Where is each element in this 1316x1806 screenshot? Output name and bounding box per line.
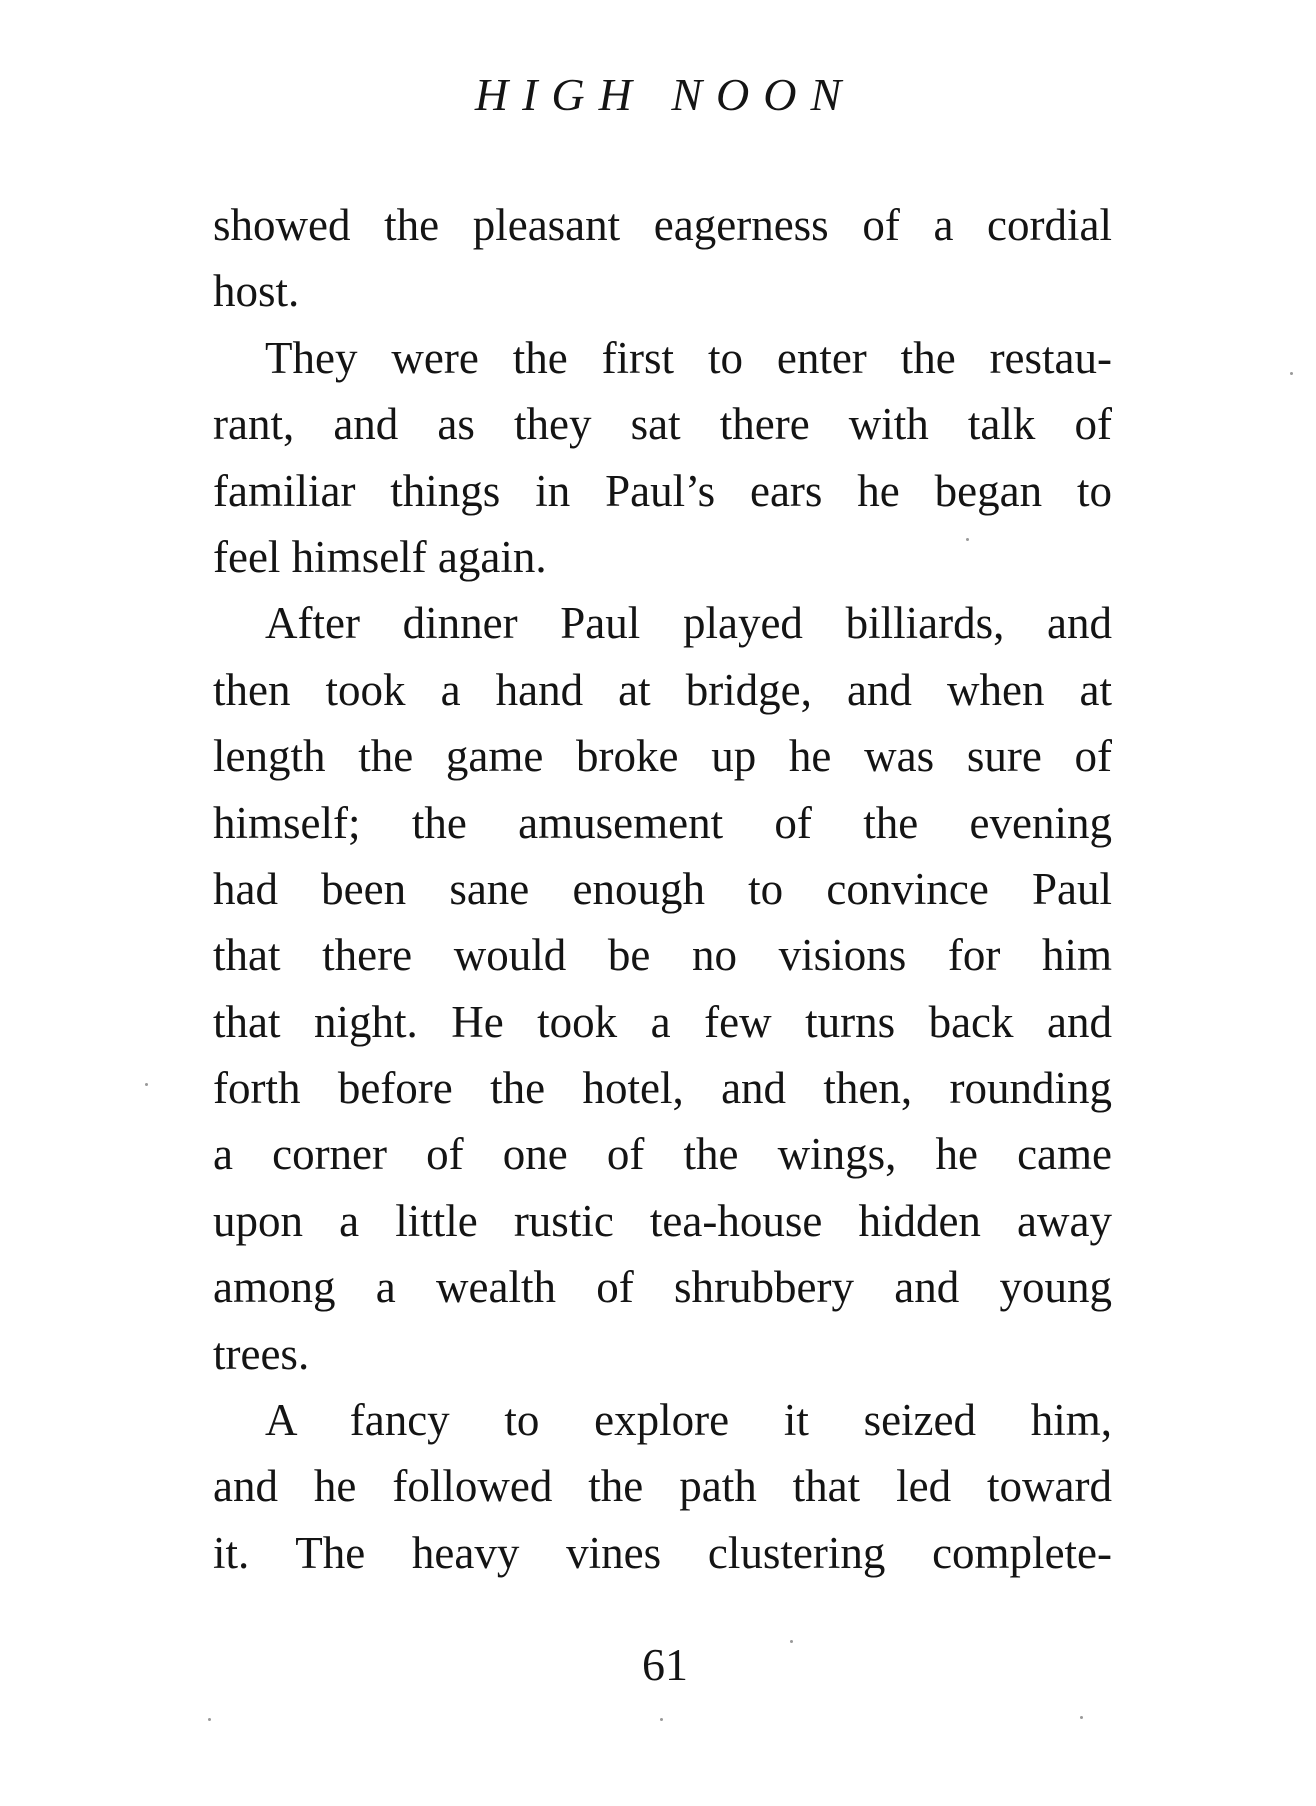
print-speck — [1290, 372, 1293, 375]
text-line: After dinner Paul played billiards, and — [265, 598, 1112, 649]
text-line: it. The heavy vines clustering complete- — [213, 1527, 1112, 1578]
print-speck — [660, 1718, 663, 1721]
page-number: 61 — [642, 1639, 688, 1690]
text-line: a corner of one of the wings, he came — [213, 1129, 1112, 1180]
text-line: length the game broke up he was sure of — [213, 731, 1112, 782]
text-line: showed the pleasant eagerness of a cordial — [213, 200, 1112, 250]
text-line: that night. He took a few turns back and — [213, 996, 1112, 1047]
text-line: and he followed the path that led toward — [213, 1461, 1112, 1512]
text-line: host. — [213, 266, 300, 317]
print-speck — [1080, 1716, 1083, 1719]
print-speck — [790, 1640, 793, 1643]
text-line: upon a little rustic tea-house hidden away — [213, 1195, 1112, 1246]
running-head: HIGH NOON — [474, 69, 856, 120]
text-line: A fancy to explore it seized him, — [265, 1395, 1112, 1446]
print-speck — [208, 1718, 211, 1721]
text-line: rant, and as they sat there with talk of — [213, 399, 1112, 450]
text-line: forth before the hotel, and then, rounding — [213, 1063, 1112, 1114]
text-line: trees. — [213, 1328, 310, 1379]
text-line: They were the first to enter the restau- — [265, 332, 1112, 383]
text-line: himself; the amusement of the evening — [213, 797, 1112, 848]
text-line: familiar things in Paul’s ears he began to — [213, 465, 1112, 516]
print-speck — [966, 538, 969, 541]
text-line: had been sane enough to convince Paul — [213, 863, 1112, 914]
body-text — [213, 192, 1112, 1586]
text-line: that there would be no visions for him — [213, 930, 1112, 981]
text-line: among a wealth of shrubbery and young — [213, 1262, 1112, 1313]
text-line: feel himself again. — [213, 531, 547, 582]
text-line: then took a hand at bridge, and when at — [213, 664, 1112, 715]
print-speck — [145, 1083, 148, 1086]
